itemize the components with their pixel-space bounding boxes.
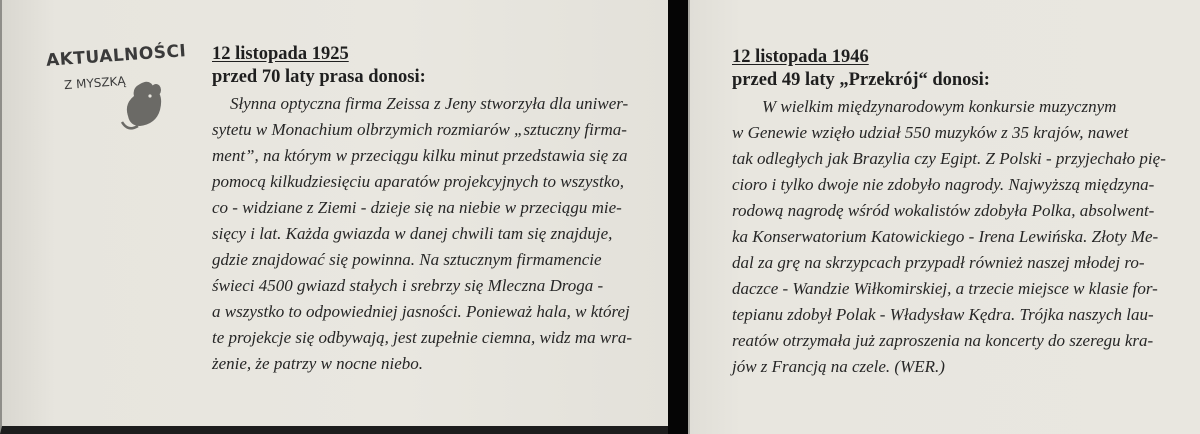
body-line: Słynna optyczna firma Zeissa z Jeny stworzyła dla uniwer- [230, 94, 629, 113]
body-line: gdzie znajdować się powinna. Na sztucznym firmamencie [212, 250, 602, 269]
article-headline: przed 70 laty prasa donosi: [212, 67, 426, 87]
article-date: 12 listopada 1946 [732, 47, 869, 67]
body-line: reatów otrzymała już zaproszenia na koncerty do szeregu kra- [732, 331, 1154, 350]
body-line: dal za grę na skrzypcach przypadł również naszej młodej ro- [732, 253, 1145, 272]
article-body [212, 91, 632, 377]
body-line: tak odległych jak Brazylia czy Egipt. Z Polski - przyjechało pię- [732, 149, 1166, 168]
body-line: co - widziane z Ziemi - dzieje się na niebie w przeciągu mie- [212, 198, 622, 217]
aktualnosci-logo [38, 41, 187, 136]
body-line: świeci 4500 gwiazd stałych i srebrzy się Mleczna Droga - [212, 276, 604, 295]
body-line: daczce - Wandzie Wiłkomirskiej, a trzecie miejsce w klasie for- [732, 279, 1158, 298]
article-1946 [732, 46, 1166, 380]
body-line: a wszystko to odpowiedniej jasności. Ponieważ hala, w której [212, 302, 630, 321]
body-line: sytetu w Monachium olbrzymich rozmiarów „sztuczny firma- [212, 120, 627, 139]
article-1925 [212, 43, 632, 377]
logo-subtitle: Z MYSZKĄ [63, 73, 127, 93]
body-line: ka Konserwatorium Katowickiego - Irena Lewińska. Złoty Me- [732, 227, 1159, 246]
body-line: pomocą kilkudziesięciu aparatów projekcyjnych to wszystko, [212, 172, 625, 191]
body-line: te projekcje się odbywają, jest zupełnie ciemna, widz ma wra- [212, 328, 633, 347]
page-gap [668, 0, 688, 434]
body-line: ment”, na którym w przeciągu kilku minut przedstawia się za [212, 146, 628, 165]
logo-title: AKTUALNOŚCI [45, 41, 187, 71]
body-line: jów z Francją na czele. (WER.) [732, 357, 945, 376]
article-body [732, 94, 1166, 380]
body-line: tepianu zdobył Polak - Władysław Kędra. Trójka naszych lau- [732, 305, 1154, 324]
mouse-silhouette-icon [120, 76, 176, 134]
body-line: cioro i tylko dwoje nie zdobyło nagrody. Najwyższą międzyna- [732, 175, 1155, 194]
article-headline: przed 49 laty „Przekrój“ donosi: [732, 70, 990, 90]
body-line: sięcy i lat. Każda gwiazda w danej chwili tam się znajduje, [212, 224, 613, 243]
body-line: rodową nagrodę wśród wokalistów zdobyła Polka, absolwent- [732, 201, 1155, 220]
article-date: 12 listopada 1925 [212, 44, 349, 64]
body-line: żenie, że patrzy w nocne niebo. [212, 354, 424, 373]
body-line: w Genewie wzięło udział 550 muzyków z 35 krajów, nawet [732, 123, 1129, 142]
body-line: W wielkim międzynarodowym konkursie muzycznym [762, 97, 1117, 116]
